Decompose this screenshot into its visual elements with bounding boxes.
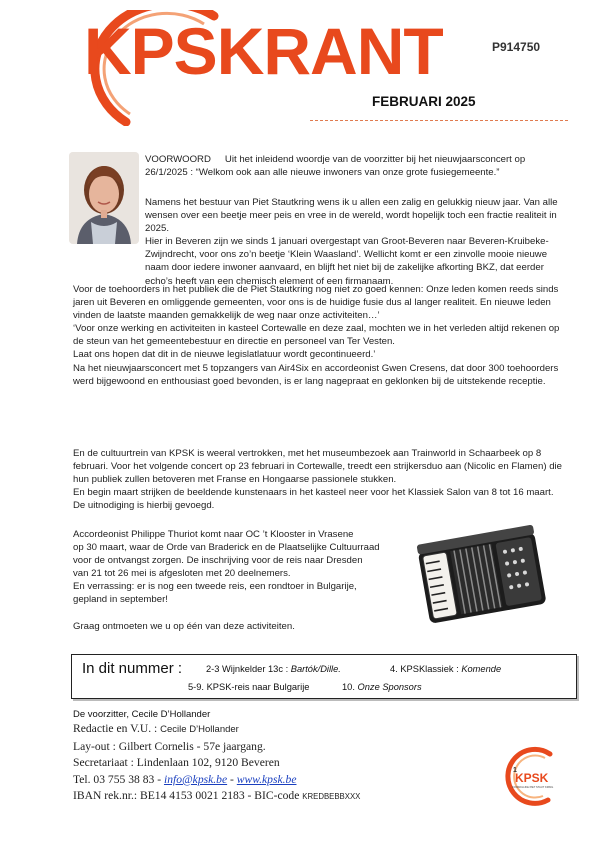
colophon: [73, 708, 403, 806]
editor-label: Redactie en V.U. :: [73, 722, 161, 735]
editor-name: Cecile D’Hollander: [160, 724, 239, 735]
text-line: En begin maart strijken de beeldende kunstenaars in het kasteel neer voor het Klassiek Salon van 8 tot 16 maart. De uitnodiging is hierbij gevoegd.: [73, 487, 554, 512]
text-line: Voor de toehoorders in het publiek die de Piet Stautkring nog niet zo goed kennen: Onze leden komen reeds sinds jaren uit Beveren en omliggende gemeenten, voor ons is de huidige fusie dus al langer realiteit. En nieuwe leden vinden de laatste maanden gemakkelijk de weg naar onze activiteiten…’: [73, 284, 559, 322]
editor-line: [73, 721, 403, 739]
text-line: En verrassing: er is nog een tweede reis, een rondtoer in Bulgarije,: [73, 581, 357, 593]
text-line: ‘Voor onze werking en activiteiten in kasteel Cortewalle en deze zaal, mochten we in het verleden altijd rekenen op de steun van het gemeentebestuur en directie en personeel van Ter Vesten.: [73, 323, 560, 348]
contents-item-label: 2-3 Wijnkelder 13c :: [206, 664, 291, 674]
logo-name: KPSK: [515, 771, 549, 785]
text-line: op 30 maart, waar de Orde van Braderick en de Plaatselijke Cultuurraad: [73, 542, 380, 554]
contents-item-title: Bartók/Dille.: [290, 664, 341, 674]
logo-tagline: KONINKLIJKE PIET STAUT KRING: [512, 786, 554, 789]
foreword-intro: [145, 153, 565, 179]
contents-item-title: Komende: [461, 664, 502, 674]
contents-item-bulgaria-trip: 5-9. KPSK-reis naar Bulgarije: [188, 682, 310, 692]
issn-number: P914750: [492, 40, 541, 54]
text-line: Accordeonist Philippe Thuriot komt naar OC ’t Klooster in Vrasene: [73, 529, 354, 540]
iban-text: IBAN rek.nr.: BE14 4153 0021 2183 - BIC-code: [73, 789, 303, 803]
newsletter-title: KPSKRANT: [84, 14, 443, 88]
foreword-beveren: Hier in Beveren zijn we sinds 1 januari overgestapt van Groot-Beveren naar Beveren-Kruibeke-Zwijndrecht, voor ons zo’n beetje ‘Klein Waasland’. Wellicht komt er een zinvolle mooie nieuwe naam door iedere inwoner aanvaard, en blijft het niet bij de zakelijke afkorting BKZ, dat eerder echo’s heeft van een chemisch element of een firmanaam.: [145, 236, 549, 287]
bic-code: KREDBEBBXXX: [302, 792, 361, 802]
contact-line: [73, 772, 403, 789]
contents-item-label: 4. KPSKlassiek :: [390, 664, 462, 674]
masthead-divider: [310, 120, 568, 121]
contents-item-wine-cellar: [206, 664, 341, 674]
text-line: En de cultuurtrein van KPSK is weeral vertrokken, met het museumbezoek aan Trainworld in Schaarbeek op 8 februari. Voor het volgende concert op 23 februari in Cortewalle, treedt een strijkersduo aan (Nicolic en Flamen) die hun publiek zullen betoveren met Franse en Hongaarse passionele stukken.: [73, 448, 563, 486]
issue-date: FEBRUARI 2025: [372, 94, 476, 109]
closing-line: Graag ontmoeten we u op één van deze activiteiten.: [73, 621, 295, 632]
secretariat-address: Secretariaat : Lindenlaan 102, 9120 Beveren: [73, 756, 280, 770]
foreword-paragraph-2: [73, 283, 567, 388]
foreword-heading: VOORWOORD: [145, 154, 211, 165]
email-link[interactable]: info@kpsk.be: [163, 772, 228, 786]
contents-item-title: Onze Sponsors: [357, 682, 422, 692]
chair-portrait-photo: [69, 152, 139, 244]
table-of-contents: [71, 654, 577, 699]
foreword-wishes: Namens het bestuur van Piet Stautkring wens ik u allen een zalig en gelukkig nieuw jaar. Van alle wensen over een beetje meer peis en vree in de wereld, wordt hopelijk toch een fractie realiteit in 2025.: [145, 197, 558, 235]
text-line: Laat ons hopen dat dit in de nieuwe legislatlatuur wordt gecontinueerd.’: [73, 349, 376, 361]
foreword-lead: Uit het inleidend woordje van de voorzitter bij het nieuwjaarsconcert op 26/1/2025 : “Welkom ook aan alle nieuwe inwoners van onze grote fusiegemeente.”: [145, 154, 526, 179]
contents-item-kpsklassiek: [390, 664, 501, 674]
culture-train-paragraph: [73, 447, 567, 512]
separator: -: [227, 772, 237, 786]
text-line: voor de ontvangst zorgen. De inschrijving voor de reis naar Dresden: [73, 555, 363, 567]
accordion-paragraph: [73, 528, 398, 607]
kpsk-logo: [498, 744, 562, 808]
text-line: gepland in september!: [73, 594, 168, 606]
foreword-paragraph-1: [145, 196, 567, 288]
contents-item-sponsors: [342, 682, 422, 692]
chair-signature: De voorzitter, Cecile D’Hollander: [73, 709, 211, 720]
bank-details: [73, 788, 403, 806]
accordion-image: [408, 512, 556, 630]
logo-number: 1: [513, 767, 517, 774]
layout-line: Lay-out : Gilbert Cornelis - 57e jaargang.: [73, 739, 266, 753]
contents-item-label: 10.: [342, 682, 358, 692]
text-line: Na het nieuwjaarsconcert met 5 topzangers van Air4Six en accordeonist Gwen Cresens, dat door 300 toehoorders werd bijgewoond en enthousiast goed bevonden, is er lang nagepraat en geklonken bij de uitstekende receptie.: [73, 362, 559, 387]
phone-number: Tel. 03 755 38 83 -: [73, 772, 164, 786]
text-line: van 21 tot 26 mei is afgesloten met 20 deelnemers.: [73, 568, 291, 580]
website-link[interactable]: www.kpsk.be: [236, 772, 297, 786]
contents-heading: In dit nummer :: [82, 660, 183, 677]
